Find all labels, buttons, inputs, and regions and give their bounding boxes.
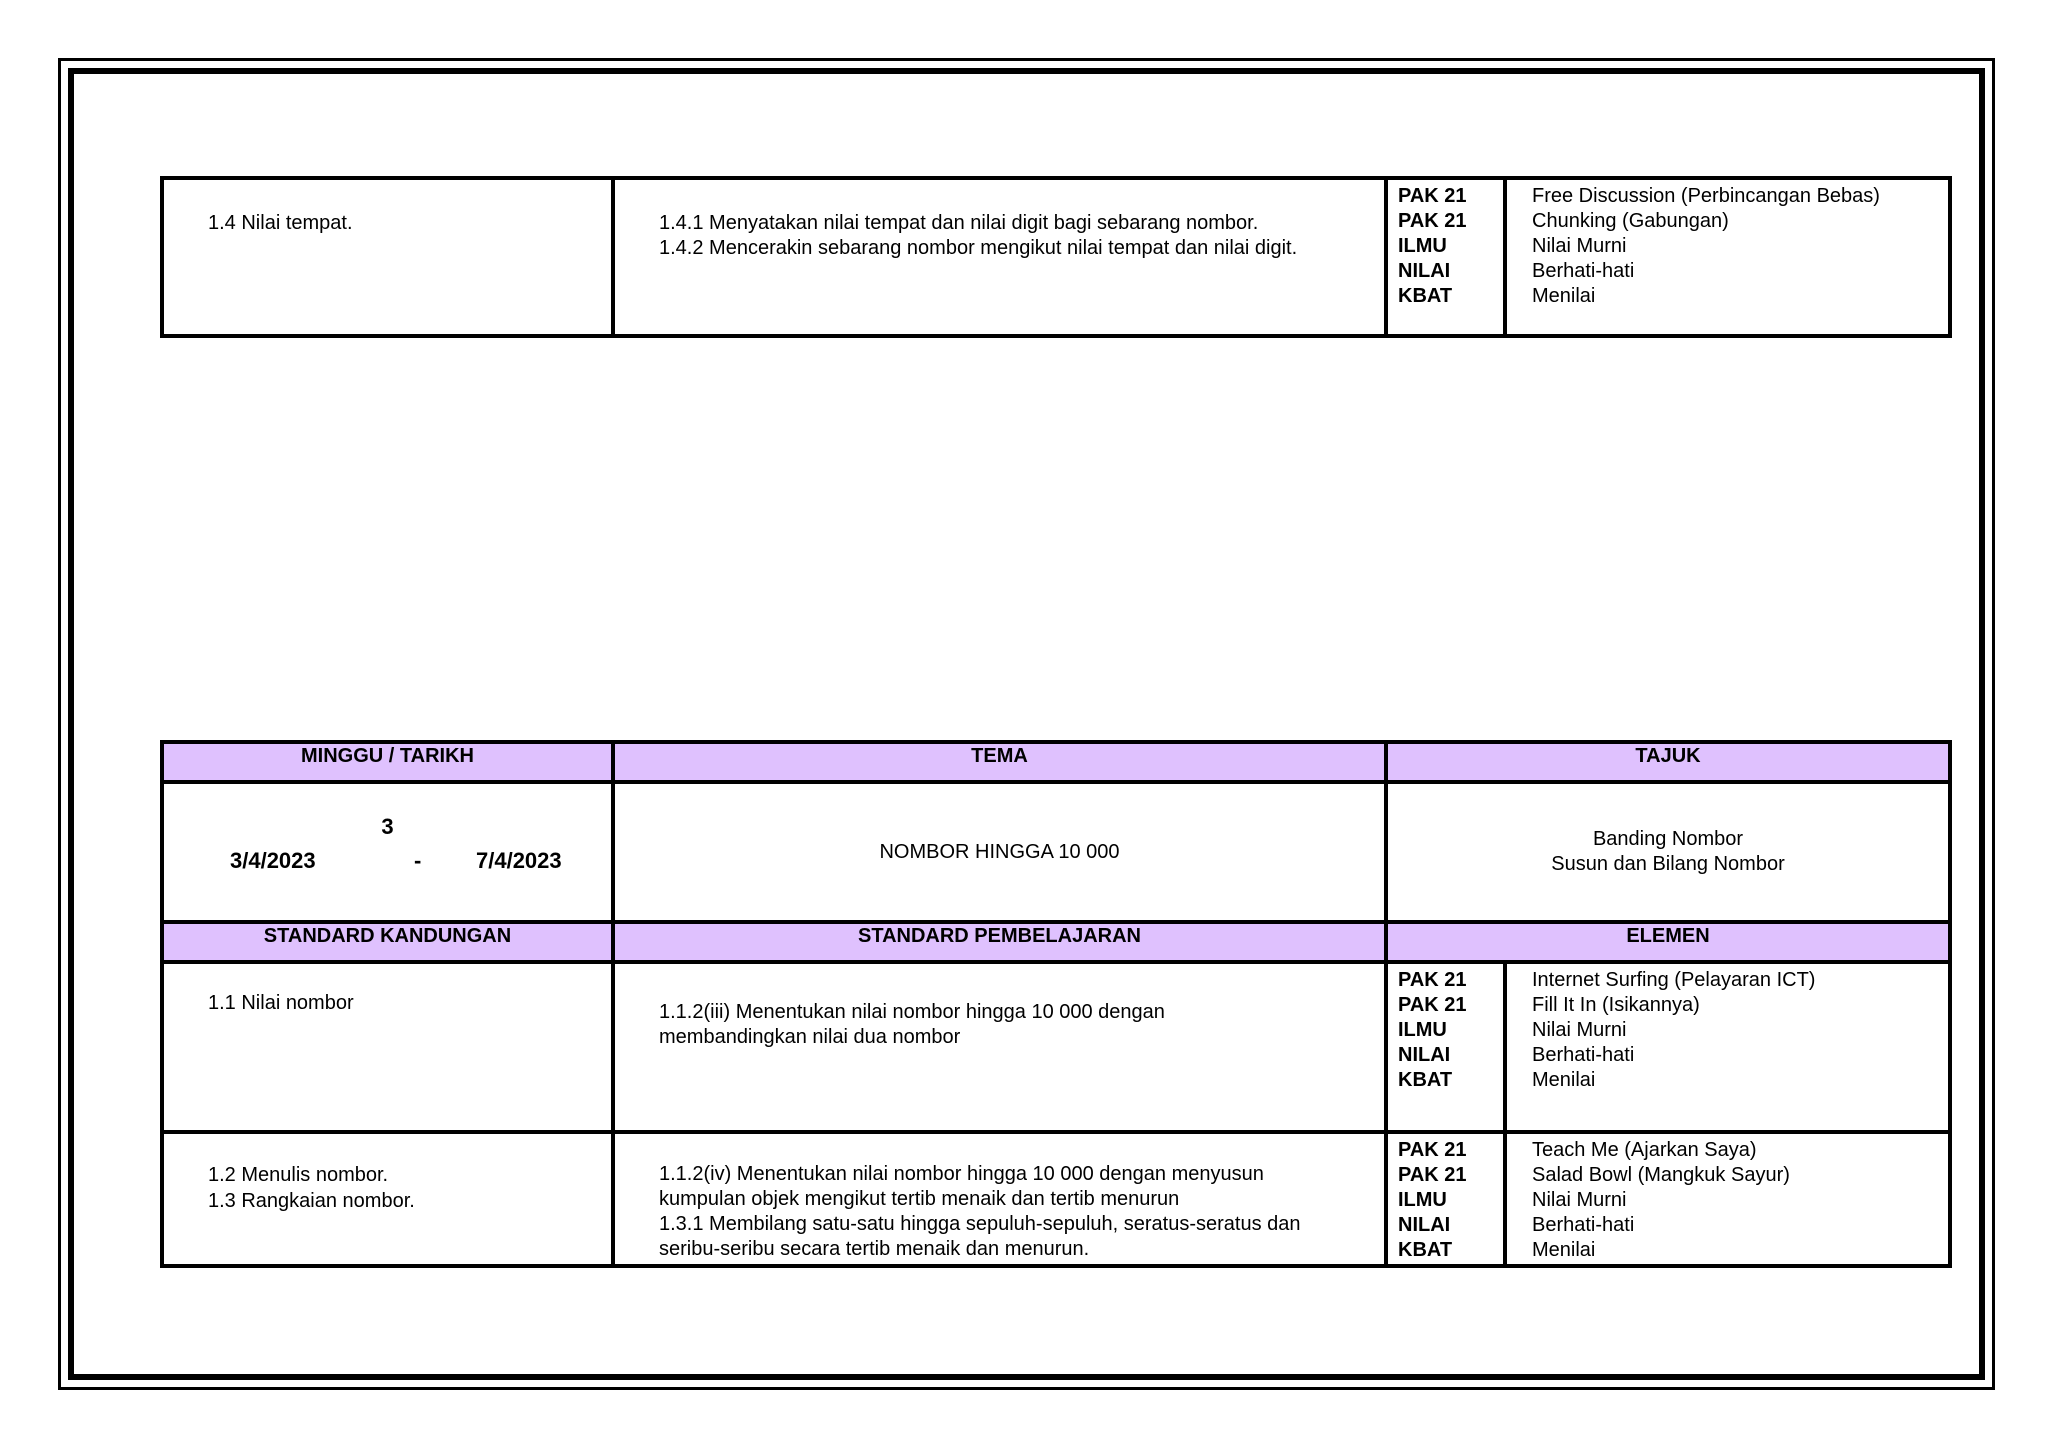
date-separator: -: [414, 848, 422, 873]
pembelajaran-line: 1.1.2(iv) Menentukan nilai nombor hingga 10 000 dengan menyusun: [659, 1163, 1264, 1185]
tajuk-cell: [1386, 782, 1950, 922]
elemen-value-cell: [1505, 962, 1950, 1132]
standard-pembelajaran-cell: [613, 962, 1386, 1132]
start-date: 3/4/2023: [230, 848, 316, 873]
elemen-value: Chunking (Gabungan): [1532, 210, 1729, 232]
elemen-label: NILAI: [1398, 260, 1451, 282]
tajuk-line: Susun dan Bilang Nombor: [1551, 853, 1785, 875]
standard-pembelajaran-cell: [613, 1132, 1386, 1266]
header-row-standard: [162, 922, 1950, 962]
elemen-label: PAK 21: [1398, 969, 1467, 991]
elemen-value: Menilai: [1532, 285, 1596, 307]
elemen-label: NILAI: [1398, 1044, 1451, 1066]
tema-cell: [613, 782, 1386, 922]
elemen-value: Free Discussion (Perbincangan Bebas): [1532, 185, 1880, 207]
elemen-label: ILMU: [1398, 235, 1447, 257]
elemen-value: Teach Me (Ajarkan Saya): [1532, 1139, 1757, 1161]
header-tema: TEMA: [613, 742, 1386, 782]
table-row: [162, 1132, 1950, 1266]
elemen-value: Fill It In (Isikannya): [1532, 994, 1700, 1016]
elemen-label: ILMU: [1398, 1189, 1447, 1211]
elemen-value-cell: [1505, 1132, 1950, 1266]
elemen-label: KBAT: [1398, 1069, 1453, 1091]
elemen-value: Berhati-hati: [1532, 1044, 1635, 1066]
minggu-tarikh-cell: [162, 782, 613, 922]
elemen-value: Menilai: [1532, 1239, 1596, 1261]
pembelajaran-line: seribu-seribu secara tertib menaik dan menurun.: [659, 1238, 1090, 1260]
elemen-value: Nilai Murni: [1532, 1189, 1627, 1211]
pembelajaran-line: 1.4.2 Mencerakin sebarang nombor mengikut nilai tempat dan nilai digit.: [659, 237, 1298, 259]
standard-pembelajaran-cell: [613, 178, 1386, 336]
header-elemen: ELEMEN: [1386, 922, 1950, 962]
elemen-label-cell: [1386, 962, 1505, 1132]
elemen-label-cell: [1386, 1132, 1505, 1266]
elemen-label: PAK 21: [1398, 994, 1467, 1016]
elemen-label: PAK 21: [1398, 1139, 1467, 1161]
weekly-plan-table: [160, 740, 1952, 1268]
elemen-value-cell: [1505, 178, 1950, 336]
top-content-table: [160, 176, 1952, 338]
table-row: [162, 962, 1950, 1132]
elemen-value: Internet Surfing (Pelayaran ICT): [1532, 969, 1816, 991]
elemen-label-cell: [1386, 178, 1505, 336]
standard-kandungan-cell: [162, 178, 613, 336]
header-tajuk: TAJUK: [1386, 742, 1950, 782]
elemen-label: PAK 21: [1398, 185, 1467, 207]
elemen-label: NILAI: [1398, 1214, 1451, 1236]
elemen-label: PAK 21: [1398, 210, 1467, 232]
pembelajaran-line: 1.4.1 Menyatakan nilai tempat dan nilai digit bagi sebarang nombor.: [659, 212, 1259, 234]
end-date: 7/4/2023: [476, 848, 562, 873]
elemen-value: Berhati-hati: [1532, 1214, 1635, 1236]
week-number: 3: [381, 814, 394, 839]
pembelajaran-line: 1.3.1 Membilang satu-satu hingga sepuluh-sepuluh, seratus-seratus dan: [659, 1213, 1301, 1235]
tajuk-line: Banding Nombor: [1592, 828, 1744, 850]
elemen-value: Berhati-hati: [1532, 260, 1635, 282]
tema-text: NOMBOR HINGGA 10 000: [879, 840, 1120, 863]
elemen-label: KBAT: [1398, 1239, 1453, 1261]
week-info-row: [162, 782, 1950, 922]
kandungan-text: 1.2 Menulis nombor.: [208, 1164, 389, 1186]
table-row: [162, 178, 1950, 336]
pembelajaran-line: membandingkan nilai dua nombor: [659, 1026, 961, 1048]
kandungan-text: 1.3 Rangkaian nombor.: [208, 1190, 415, 1212]
header-row-week: [162, 742, 1950, 782]
header-minggu-tarikh: MINGGU / TARIKH: [162, 742, 613, 782]
elemen-value: Menilai: [1532, 1069, 1596, 1091]
pembelajaran-line: 1.1.2(iii) Menentukan nilai nombor hingga 10 000 dengan: [659, 1001, 1165, 1023]
header-standard-pembelajaran: STANDARD PEMBELAJARAN: [613, 922, 1386, 962]
header-standard-kandungan: STANDARD KANDUNGAN: [162, 922, 613, 962]
elemen-value: Salad Bowl (Mangkuk Sayur): [1532, 1164, 1790, 1186]
kandungan-text: 1.1 Nilai nombor: [208, 992, 354, 1014]
kandungan-text: 1.4 Nilai tempat.: [208, 212, 353, 234]
standard-kandungan-cell: [162, 1132, 613, 1266]
elemen-label: PAK 21: [1398, 1164, 1467, 1186]
elemen-label: ILMU: [1398, 1019, 1447, 1041]
pembelajaran-line: kumpulan objek mengikut tertib menaik dan tertib menurun: [659, 1188, 1180, 1210]
elemen-value: Nilai Murni: [1532, 235, 1627, 257]
elemen-label: KBAT: [1398, 285, 1453, 307]
standard-kandungan-cell: [162, 962, 613, 1132]
elemen-value: Nilai Murni: [1532, 1019, 1627, 1041]
